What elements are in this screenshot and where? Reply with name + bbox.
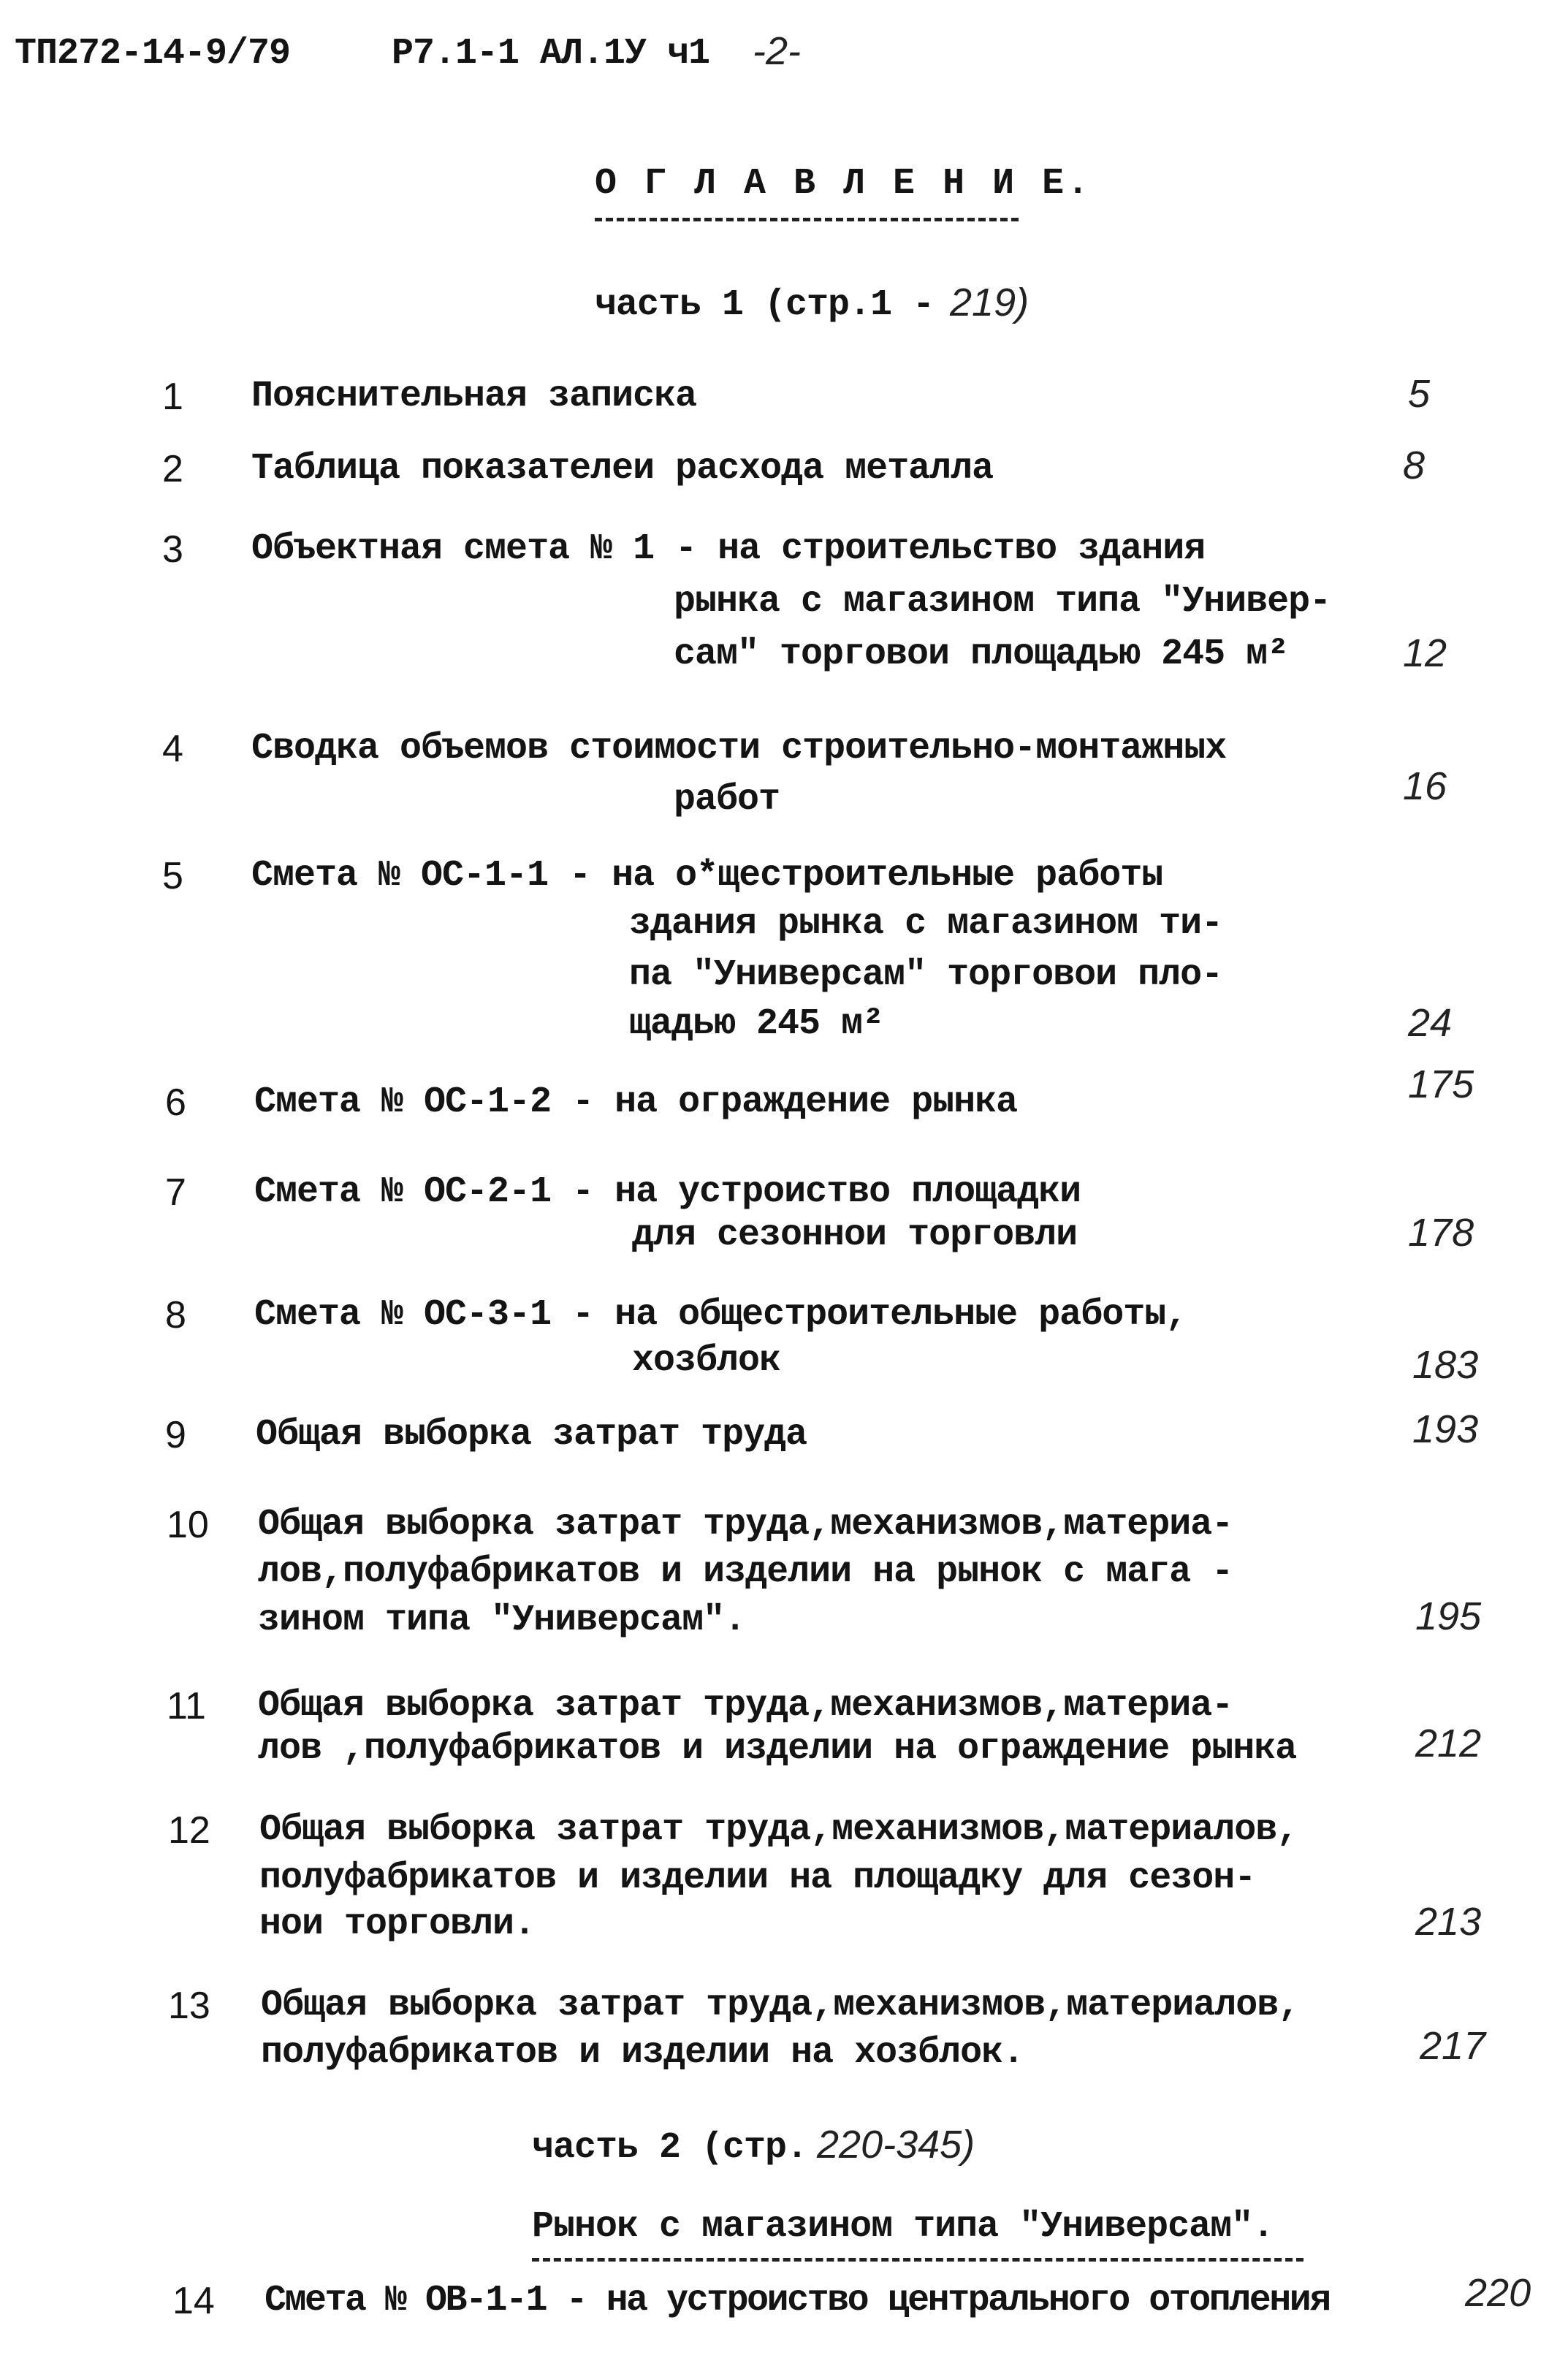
item-number: 14 — [172, 2280, 215, 2322]
item-text: рынка с магазином типа "Универ- — [674, 581, 1331, 623]
item-text: зином типа "Универсам". — [258, 1600, 746, 1641]
title-underline — [595, 218, 1019, 221]
item-text: Общая выборка затрат труда,механизмов,материа- — [258, 1685, 1233, 1727]
item-page: 175 — [1408, 1062, 1474, 1106]
item-text: здания рынка с магазином ти- — [629, 903, 1223, 945]
part1-heading: часть 1 (стр.1 - — [595, 284, 935, 326]
item-text: работ — [674, 779, 780, 821]
item-page: 12 — [1403, 631, 1447, 675]
item-text: лов ,полуфабрикатов и изделии на ограждение рынка — [258, 1728, 1297, 1770]
item-text: полуфабрикатов и изделии на площадку для сезон- — [259, 1857, 1256, 1899]
item-number: 11 — [167, 1685, 206, 1727]
item-number: 2 — [162, 448, 183, 490]
item-page: 16 — [1403, 764, 1447, 808]
item-text: Смета № ОС-3-1 - на общестроительные работы, — [254, 1294, 1187, 1336]
item-page: 217 — [1420, 2024, 1486, 2068]
item-text: Общая выборка затрат труда — [256, 1414, 807, 1456]
item-text: Смета № ОС-1-2 - на ограждение рынка — [254, 1081, 1018, 1123]
page-title: О Г Л А В Л Е Н И Е. — [595, 163, 1092, 205]
item-text: хозблок — [632, 1340, 781, 1382]
item-page: 183 — [1412, 1343, 1479, 1387]
item-page: 195 — [1415, 1594, 1482, 1638]
item-text: щадью 245 м² — [629, 1003, 884, 1045]
part2-subtitle: Рынок с магазином типа "Универсам". — [532, 2206, 1274, 2248]
item-number: 10 — [167, 1504, 209, 1546]
item-number: 3 — [162, 528, 183, 571]
item-text: сам" торговои площадью 245 м² — [674, 634, 1289, 675]
item-text: Смета № ОВ-1-1 - на устроиство центрального отопления — [264, 2280, 1330, 2321]
item-page: 193 — [1412, 1407, 1479, 1451]
item-number: 7 — [165, 1171, 186, 1214]
item-text: па "Универсам" торговои пло- — [629, 954, 1223, 996]
part1-range-end: 219) — [950, 281, 1030, 324]
item-text: лов,полуфабрикатов и изделии на рынок с мага - — [258, 1551, 1233, 1593]
page-number: -2- — [753, 29, 801, 73]
item-text: Общая выборка затрат труда,механизмов,материа- — [258, 1504, 1233, 1545]
item-page: 24 — [1408, 1001, 1453, 1045]
item-number: 1 — [162, 376, 183, 418]
item-text: полуфабрикатов и изделии на хозблок. — [261, 2032, 1024, 2074]
item-number: 5 — [162, 855, 183, 897]
item-text: Смета № ОС-2-1 - на устроиство площадки — [254, 1171, 1081, 1213]
item-page: 213 — [1415, 1900, 1482, 1944]
item-text: Пояснительная записка — [251, 376, 697, 417]
item-number: 4 — [162, 728, 183, 770]
item-text: Сводка объемов стоимости строительно-монтажных — [251, 728, 1227, 769]
item-text: Общая выборка затрат труда,механизмов,материалов, — [261, 1985, 1300, 2026]
doc-ref: Р7.1-1 АЛ.1У ч1 — [392, 33, 710, 75]
item-text: Смета № ОС-1-1 - на о*щестроительные работы — [251, 855, 1163, 897]
item-text: Общая выборка затрат труда,механизмов,материалов, — [259, 1809, 1298, 1851]
item-page: 5 — [1408, 372, 1431, 416]
item-text: для сезоннои торговли — [632, 1214, 1078, 1256]
item-number: 9 — [165, 1414, 186, 1456]
item-page: 220 — [1465, 2271, 1531, 2315]
item-text: нои торговли. — [259, 1903, 536, 1945]
item-number: 6 — [165, 1081, 186, 1124]
item-number: 8 — [165, 1294, 186, 1336]
part2-range: 220-345) — [817, 2123, 975, 2167]
part2-heading: часть 2 (стр. — [532, 2127, 808, 2169]
subtitle-underline — [532, 2258, 1304, 2262]
item-number: 13 — [168, 1985, 210, 2027]
item-page: 178 — [1408, 1211, 1474, 1255]
doc-code: ТП272-14-9/79 — [15, 33, 291, 75]
item-page: 212 — [1415, 1722, 1482, 1765]
item-page: 8 — [1403, 444, 1426, 487]
item-number: 12 — [168, 1809, 210, 1852]
item-text: Таблица показателеи расхода металла — [251, 448, 994, 490]
item-text: Объектная смета № 1 - на строительство здания — [251, 528, 1206, 570]
